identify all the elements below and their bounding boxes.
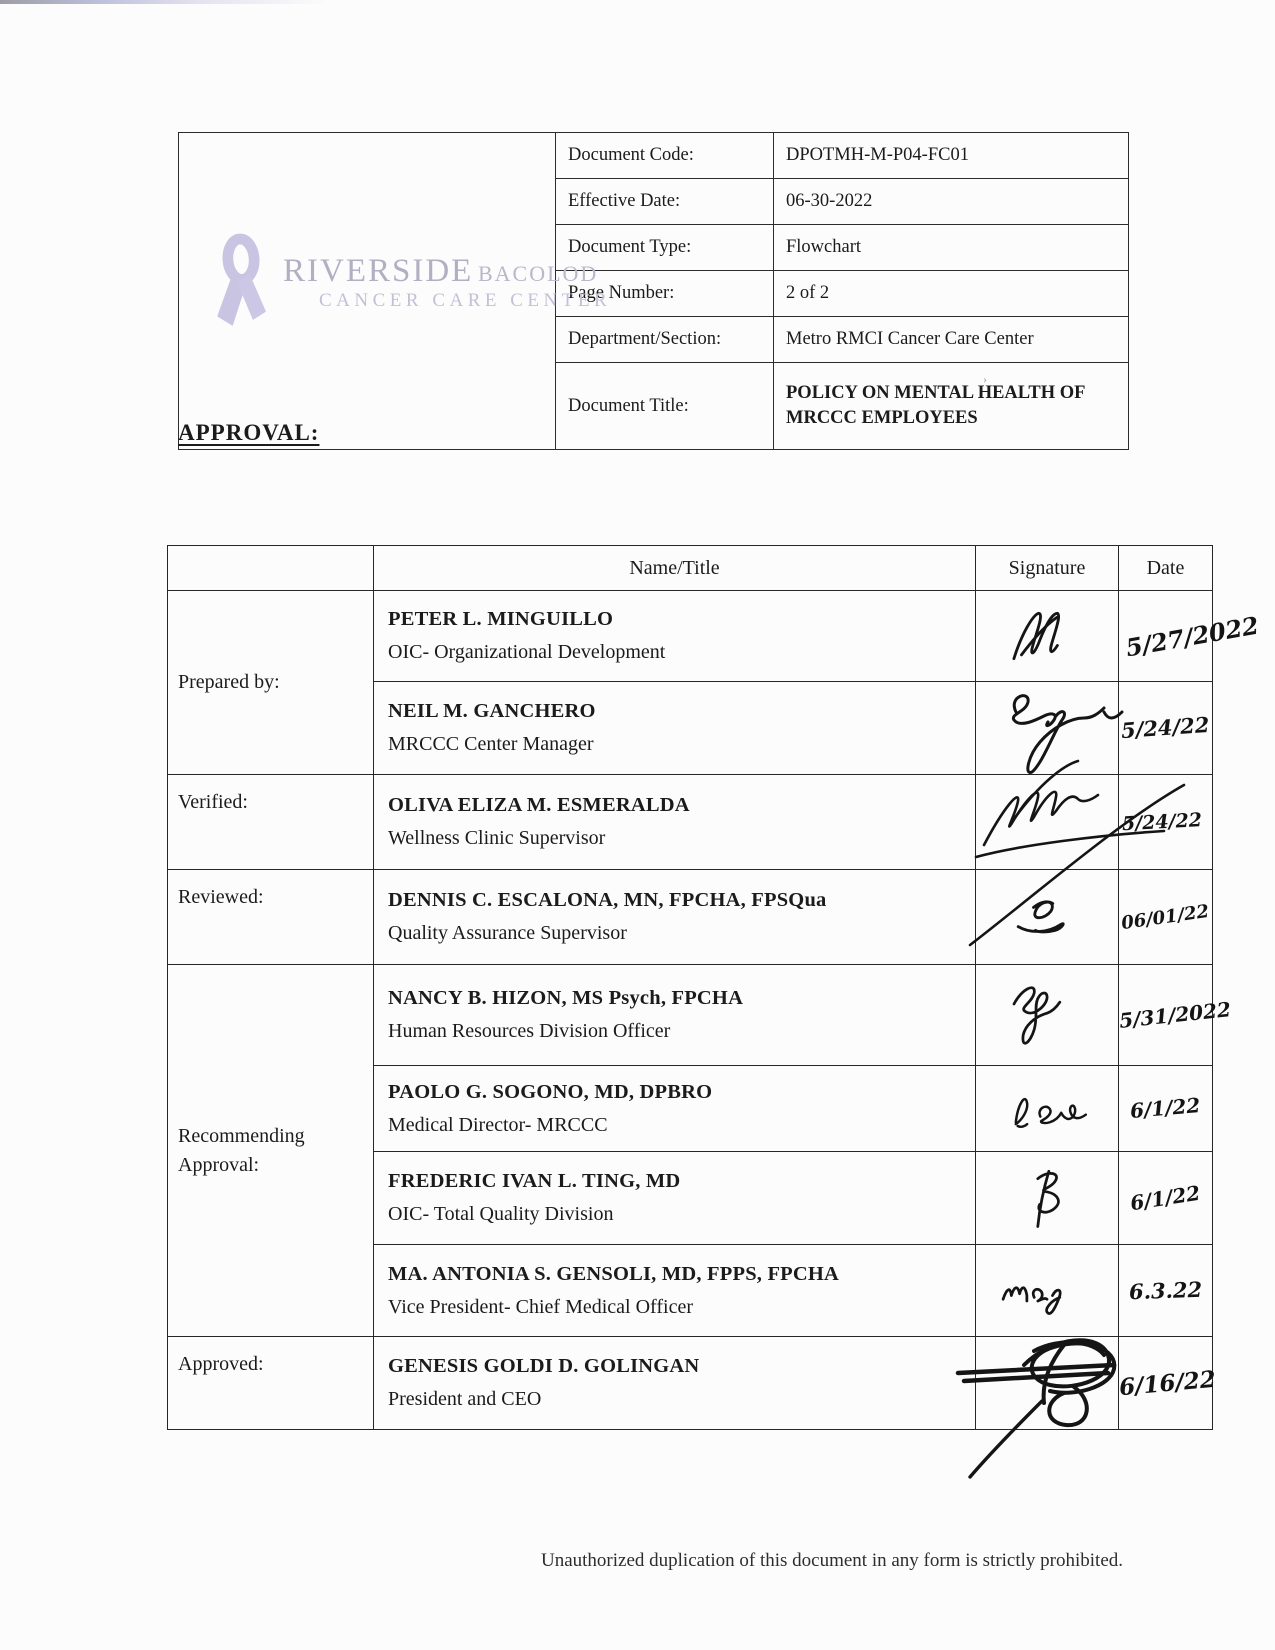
approver-name: NEIL M. GANCHERO <box>388 700 596 723</box>
handwritten-date: 5/24/22 <box>1120 711 1211 744</box>
approver-name: OLIVA ELIZA M. ESMERALDA <box>388 794 690 817</box>
approver-title: Vice President- Chief Medical Officer <box>388 1295 693 1318</box>
signature-paolo-sogono <box>995 1080 1099 1138</box>
footer-notice: Unauthorized duplication of this document in any form is strictly prohibited. <box>540 1550 1124 1571</box>
approver-name-title <box>374 1245 976 1337</box>
approver-name-title <box>374 1337 976 1430</box>
approver-name: PAOLO G. SOGONO, MD, DPBRO <box>388 1080 713 1103</box>
approver-name-title <box>374 682 976 775</box>
handwritten-date: 5/31/2022 <box>1118 996 1232 1033</box>
column-header-name-title: Name/Title <box>374 546 976 591</box>
date-cell <box>1118 965 1232 1066</box>
approver-title: OIC- Organizational Development <box>388 641 666 664</box>
signature-neil-ganchero <box>982 684 1132 780</box>
handwritten-date: 06/01/22 <box>1120 900 1211 934</box>
signature-cell <box>976 870 1119 965</box>
approval-row-escalona <box>168 870 1213 965</box>
date-cell <box>1119 591 1261 682</box>
signature-cell <box>976 1337 1119 1430</box>
date-cell <box>1119 1066 1213 1152</box>
approver-name: PETER L. MINGUILLO <box>388 608 614 631</box>
handwritten-date: 6/1/22 <box>1129 1092 1202 1124</box>
signature-cell <box>976 1152 1119 1245</box>
date-cell <box>1119 775 1213 870</box>
header-label-page-number: Page Number: <box>556 271 774 317</box>
logo-cell <box>179 133 612 450</box>
handwritten-date: 5/24/22 <box>1120 808 1203 835</box>
document-header-table <box>178 132 1129 450</box>
date-cell <box>1119 1152 1213 1245</box>
role-recommending-approval: Recommending Approval: <box>168 965 374 1337</box>
org-logo <box>179 233 612 333</box>
org-name-main: RIVERSIDE <box>283 253 474 290</box>
approver-title: Quality Assurance Supervisor <box>388 922 627 945</box>
header-value-page-number: 2 of 2 <box>774 271 1129 317</box>
handwritten-date: 6/16/22 <box>1118 1365 1217 1401</box>
role-approved: Approved: <box>168 1337 374 1430</box>
approver-name-title <box>374 1152 976 1245</box>
signature-nancy-hizon <box>992 975 1102 1055</box>
handwritten-date: 5/27/2022 <box>1123 610 1261 662</box>
scan-speck: › <box>983 372 987 386</box>
signature-cell <box>976 1066 1119 1152</box>
signature-frederic-ting <box>1001 1165 1093 1231</box>
approval-table <box>167 545 1261 1430</box>
approver-title: MRCCC Center Manager <box>388 733 594 756</box>
awareness-ribbon-icon <box>205 233 277 333</box>
approver-name: GENESIS GOLDI D. GOLINGAN <box>388 1355 700 1378</box>
org-name <box>283 255 611 310</box>
approver-name-title <box>374 591 976 682</box>
approver-title: Wellness Clinic Supervisor <box>388 827 606 850</box>
date-cell <box>1119 870 1213 965</box>
approver-title: President and CEO <box>388 1388 542 1411</box>
column-header-signature: Signature <box>976 546 1119 591</box>
approver-name: NANCY B. HIZON, MS Psych, FPCHA <box>388 987 744 1010</box>
header-value-document-title: POLICY ON MENTAL HEALTH OF MRCCC EMPLOYEES <box>774 363 1129 450</box>
approver-title: Human Resources Division Officer <box>388 1020 671 1043</box>
header-label-document-type: Document Type: <box>556 225 774 271</box>
header-row-document-code <box>179 133 1129 179</box>
role-prepared-by: Prepared by: <box>168 591 374 775</box>
signature-cell <box>976 682 1119 775</box>
header-label-document-title: Document Title: <box>556 363 774 450</box>
approval-row-esmeralda <box>168 775 1213 870</box>
handwritten-date: 6/1/22 <box>1128 1180 1203 1215</box>
header-value-department-section: Metro RMCI Cancer Care Center <box>774 317 1129 363</box>
signature-antonia-gensoli <box>990 1259 1104 1323</box>
role-reviewed: Reviewed: <box>168 870 374 965</box>
approver-name-title <box>374 775 976 870</box>
date-cell <box>1119 682 1213 775</box>
approval-table-header-row <box>168 546 1213 591</box>
approval-heading: APPROVAL: <box>178 420 320 445</box>
role-verified: Verified: <box>168 775 374 870</box>
signature-cell <box>976 591 1119 682</box>
approver-title: OIC- Total Quality Division <box>388 1203 614 1226</box>
approver-title: Medical Director- MRCCC <box>388 1113 608 1136</box>
handwritten-date: 6.3.22 <box>1128 1276 1203 1304</box>
signature-peter-minguillo <box>995 605 1099 667</box>
approval-row-minguillo <box>168 591 1213 682</box>
approval-row-golingan <box>168 1337 1213 1430</box>
column-header-role <box>168 546 374 591</box>
header-label-document-code: Document Code: <box>556 133 774 179</box>
header-label-department-section: Department/Section: <box>556 317 774 363</box>
signature-cell <box>976 965 1119 1066</box>
scan-artifact-top-edge <box>0 0 330 4</box>
approver-name: FREDERIC IVAN L. TING, MD <box>388 1170 681 1193</box>
approver-name-title <box>374 965 976 1066</box>
approval-row-hizon <box>168 965 1213 1066</box>
org-name-line2: CANCER CARE CENTER <box>319 290 612 312</box>
column-header-date: Date <box>1119 546 1213 591</box>
header-value-document-type: Flowchart <box>774 225 1129 271</box>
header-value-document-code: DPOTMH-M-P04-FC01 <box>774 133 1129 179</box>
approver-name-title <box>374 870 976 965</box>
approver-name: MA. ANTONIA S. GENSOLI, MD, FPPS, FPCHA <box>388 1262 840 1285</box>
header-value-effective-date: 06-30-2022 <box>774 179 1129 225</box>
signature-cell <box>976 775 1119 870</box>
date-cell <box>1119 1245 1213 1337</box>
signature-cell <box>976 1245 1119 1337</box>
header-label-effective-date: Effective Date: <box>556 179 774 225</box>
date-cell <box>1118 1337 1217 1430</box>
org-name-sub: BACOLOD <box>477 261 599 287</box>
approver-name-title <box>374 1066 976 1152</box>
signature-dennis-escalona <box>999 890 1095 944</box>
approver-name: DENNIS C. ESCALONA, MN, FPCHA, FPSQua <box>388 889 827 912</box>
